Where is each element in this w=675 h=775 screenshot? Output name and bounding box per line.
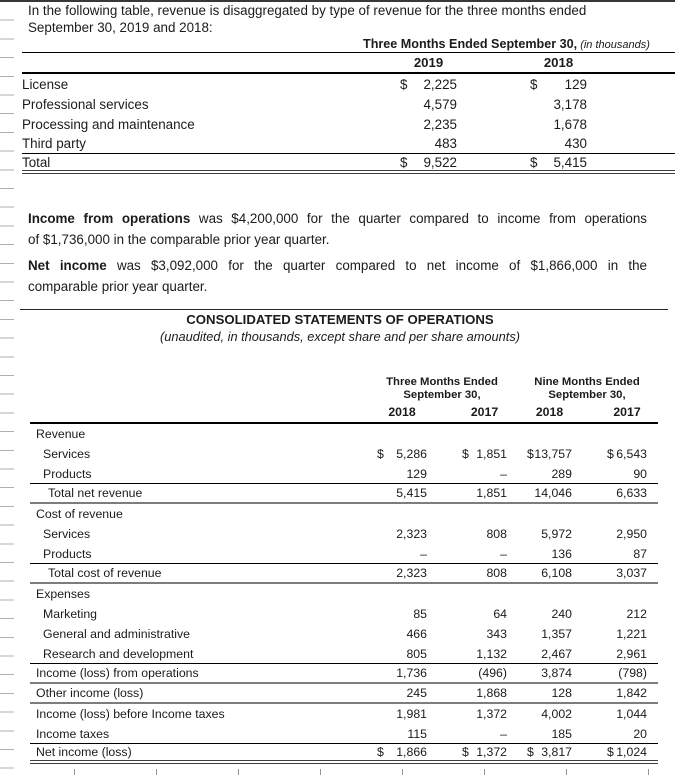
cell-value: 3,178 (553, 96, 587, 112)
value-cell (377, 707, 427, 721)
cell-value: 1,842 (616, 686, 647, 700)
currency-symbol: $ (462, 447, 469, 461)
cell-value: 1,868 (476, 686, 507, 700)
paragraph-lead: Net income (28, 258, 107, 273)
value-cell (377, 727, 427, 741)
value-cell (527, 686, 572, 700)
row-label: Expenses (36, 587, 91, 601)
value-cell (527, 607, 572, 621)
cell-value: 20 (633, 726, 647, 741)
cell-value: – (500, 546, 507, 561)
row-label: Products (43, 466, 92, 481)
value-cell (527, 486, 572, 500)
cell-value: 6,543 (616, 447, 647, 461)
cell-value: 1,851 (476, 447, 507, 461)
row-label: Products (43, 546, 92, 561)
row-label: Marketing (43, 607, 97, 621)
cell-value: 1,132 (476, 646, 507, 661)
cell-value: – (500, 466, 507, 481)
currency-symbol: $ (400, 154, 408, 170)
row-label: Third party (22, 136, 86, 151)
year-label: 2017 (470, 405, 499, 419)
table-row (22, 94, 675, 114)
cell-value: 4,002 (541, 707, 572, 721)
row-label: Processing and maintenance (22, 116, 195, 132)
value-cell (530, 97, 587, 112)
value-cell (462, 486, 507, 500)
value-cell (527, 666, 572, 680)
revenue-by-type-table (22, 39, 675, 174)
value-cell (527, 745, 572, 759)
cell-value: 90 (633, 466, 647, 481)
value-cell (462, 447, 507, 461)
row-label: Other income (loss) (36, 686, 144, 700)
value-cell (377, 467, 427, 481)
revenue-table-header (22, 39, 675, 53)
column-group-header-row (30, 376, 658, 402)
value-cell (607, 547, 647, 561)
cell-value: 1,372 (476, 707, 507, 721)
year-label-2018: 2018 (543, 55, 574, 70)
cell-value: 430 (564, 136, 587, 151)
cell-value: 808 (486, 527, 507, 541)
table-row (30, 424, 658, 444)
cell-value: 289 (551, 466, 572, 481)
value-cell (377, 566, 427, 580)
table-row (30, 504, 658, 524)
currency-symbol: $ (530, 154, 538, 170)
value-cell (400, 117, 457, 132)
cell-value: 2,225 (423, 76, 457, 92)
row-label: Net income (loss) (36, 745, 132, 759)
intro-paragraph (28, 3, 648, 37)
net-income-paragraph (28, 255, 647, 297)
table-row (30, 564, 658, 584)
cell-value: 2,467 (541, 646, 572, 661)
group-header-line: September 30, (548, 389, 626, 401)
value-cell (607, 527, 647, 541)
value-cell (462, 627, 507, 641)
currency-symbol: $ (400, 76, 408, 92)
value-cell (462, 527, 507, 541)
cell-value: 1,024 (616, 745, 647, 759)
value-cell (607, 467, 647, 481)
value-cell (527, 447, 572, 461)
revenue-table-body (22, 74, 675, 174)
paragraph-line: of $1,736,000 in the comparable prior year quarter. (28, 232, 330, 247)
cell-value: 3,037 (616, 566, 647, 580)
paragraph-text: was $3,092,000 for the quarter compared to net income of $1,866,000 in the (106, 258, 647, 273)
three-months-group-header (377, 376, 507, 402)
paragraph-line (28, 255, 647, 276)
cell-value: 1,044 (616, 707, 647, 721)
table-row (30, 644, 658, 664)
cell-value: 2,961 (616, 646, 647, 661)
cell-value: 128 (551, 686, 572, 700)
group-header-line: September 30, (403, 389, 481, 401)
cell-value: 5,972 (541, 527, 572, 541)
currency-symbol: $ (607, 745, 614, 759)
value-cell (377, 647, 427, 661)
section-divider-line (20, 309, 668, 310)
value-cell (527, 647, 572, 661)
cell-value: 805 (406, 646, 427, 661)
cell-value: 185 (551, 726, 572, 741)
year-label: 2018 (388, 405, 416, 419)
statements-title: CONSOLIDATED STATEMENTS OF OPERATIONS (186, 312, 494, 327)
row-label: Professional services (22, 96, 149, 112)
cell-value: (798) (618, 666, 647, 680)
table-row (30, 544, 658, 564)
table-row (30, 704, 658, 724)
value-cell (377, 627, 427, 641)
group-header-line: Three Months Ended (386, 376, 498, 388)
value-cell (607, 566, 647, 580)
value-cell (607, 707, 647, 721)
spacer (30, 376, 377, 402)
year-label-2019: 2019 (413, 55, 444, 70)
row-label: Revenue (36, 427, 86, 441)
value-cell (527, 547, 572, 561)
value-cell (527, 707, 572, 721)
statement-table-body (30, 424, 658, 764)
cell-value: 2,235 (423, 116, 457, 132)
operations-statement-table (30, 372, 658, 764)
cell-value: 1,866 (396, 745, 427, 759)
cell-value: 1,981 (396, 707, 427, 721)
row-label: Services (43, 447, 91, 461)
currency-symbol: $ (462, 745, 469, 759)
cell-value: 129 (564, 76, 587, 92)
cell-value: 129 (406, 466, 427, 481)
table-row (30, 464, 658, 484)
currency-symbol: $ (530, 76, 538, 92)
row-label: Total net revenue (48, 486, 143, 500)
currency-symbol: $ (377, 745, 384, 759)
cell-value: 1,678 (553, 116, 587, 132)
currency-symbol: $ (527, 447, 534, 461)
table-row (30, 744, 658, 764)
row-label: Cost of revenue (36, 507, 123, 521)
value-cell (530, 136, 587, 151)
value-cell (527, 727, 572, 741)
table-row (22, 74, 675, 94)
cell-value: 87 (633, 546, 647, 561)
cell-value: 808 (486, 566, 507, 580)
row-label: Income (loss) before Income taxes (36, 707, 225, 721)
header-period-label: Three Months Ended September 30, (363, 37, 578, 51)
statement-year-row (30, 402, 658, 424)
cell-value: 3,817 (541, 745, 572, 759)
row-label: Research and development (43, 646, 194, 661)
cell-value: 1,851 (476, 486, 507, 500)
cell-value: 466 (406, 627, 427, 641)
intro-line-2: September 30, 2019 and 2018: (28, 19, 213, 35)
cell-value: 136 (551, 546, 572, 561)
value-cell (607, 666, 647, 680)
table-row (30, 444, 658, 464)
value-cell (377, 547, 427, 561)
value-cell (527, 627, 572, 641)
value-cell (400, 155, 457, 170)
value-cell (607, 607, 647, 621)
value-cell (462, 607, 507, 621)
cell-value: 9,522 (423, 154, 457, 170)
table-row (30, 624, 658, 644)
spreadsheet-column-ticks (74, 769, 652, 775)
value-cell (607, 727, 647, 741)
value-cell (607, 447, 647, 461)
value-cell (530, 117, 587, 132)
table-row (22, 134, 675, 154)
cell-value: – (500, 726, 507, 741)
value-cell (462, 686, 507, 700)
value-cell (377, 527, 427, 541)
table-row (30, 484, 658, 504)
value-cell (377, 686, 427, 700)
cell-value: 2,950 (616, 527, 647, 541)
row-label: Services (43, 527, 91, 541)
cell-value: 2,323 (396, 527, 427, 541)
value-cell (607, 686, 647, 700)
cell-value: 1,736 (396, 666, 427, 680)
cell-value: 64 (493, 607, 507, 621)
value-cell (607, 647, 647, 661)
cell-value: (496) (478, 666, 507, 680)
paragraph-line: comparable prior year quarter. (28, 279, 208, 294)
table-row (30, 684, 658, 704)
cell-value: 115 (407, 726, 427, 741)
cell-value: 13,757 (534, 447, 572, 461)
group-header-line: Nine Months Ended (534, 376, 640, 388)
nine-months-group-header (527, 376, 647, 402)
value-cell (400, 97, 457, 112)
value-cell (400, 136, 457, 151)
cell-value: 1,221 (616, 627, 647, 641)
cell-value: 4,579 (423, 96, 457, 112)
year-label: 2018 (535, 405, 564, 419)
value-cell (462, 745, 507, 759)
table-row (30, 524, 658, 544)
cell-value: 212 (626, 607, 647, 621)
cell-value: – (420, 546, 427, 561)
cell-value: 483 (434, 136, 457, 151)
paragraph-text: was $4,200,000 for the quarter compared to income from operations (190, 211, 647, 226)
paragraph-lead: Income from operations (28, 211, 191, 226)
row-label: Total cost of revenue (48, 566, 162, 580)
value-cell (530, 155, 587, 170)
value-cell (527, 566, 572, 580)
table-row (22, 114, 675, 134)
cell-value: 343 (486, 627, 507, 641)
cell-value: 6,633 (616, 486, 647, 500)
value-cell (377, 666, 427, 680)
value-cell (400, 77, 457, 92)
value-cell (607, 486, 647, 500)
cell-value: 240 (551, 607, 572, 621)
value-cell (462, 707, 507, 721)
cell-value: 5,415 (396, 486, 427, 500)
value-cell (377, 745, 427, 759)
table-row (30, 724, 658, 744)
value-cell (377, 447, 427, 461)
value-cell (462, 547, 507, 561)
value-cell (377, 607, 427, 621)
value-cell (527, 467, 572, 481)
cell-value: 1,357 (541, 627, 572, 641)
revenue-table-year-row (22, 53, 675, 74)
value-cell (527, 527, 572, 541)
cell-value: 85 (413, 607, 427, 621)
cell-value: 1,372 (476, 745, 507, 759)
row-label: General and administrative (43, 627, 190, 641)
table-row (30, 604, 658, 624)
row-label: Total (22, 154, 51, 170)
row-label: Income (loss) from operations (36, 666, 199, 680)
value-cell (462, 647, 507, 661)
table-row (30, 664, 658, 684)
table-row (30, 584, 658, 604)
spreadsheet-top-gridline (0, 0, 675, 2)
row-label: License (22, 76, 69, 92)
cell-value: 5,286 (396, 447, 427, 461)
value-cell (462, 727, 507, 741)
paragraph-line (28, 208, 647, 229)
currency-symbol: $ (607, 447, 614, 461)
cell-value: 14,046 (534, 486, 572, 500)
statements-subtitle: (unaudited, in thousands, except share and per share amounts) (160, 329, 520, 344)
value-cell (607, 745, 647, 759)
income-from-operations-paragraph (28, 208, 647, 250)
cell-value: 3,874 (541, 666, 572, 680)
currency-symbol: $ (527, 745, 534, 759)
header-units-note: (in thousands) (577, 39, 650, 51)
value-cell (462, 467, 507, 481)
cell-value: 2,323 (396, 566, 427, 580)
value-cell (607, 627, 647, 641)
value-cell (377, 486, 427, 500)
intro-line-1: In the following table, revenue is disaggregated by type of revenue for the three months ended (28, 3, 587, 18)
table-row (22, 154, 675, 174)
year-label: 2017 (613, 405, 641, 419)
value-cell (530, 77, 587, 92)
value-cell (462, 666, 507, 680)
cell-value: 5,415 (553, 154, 587, 170)
value-cell (462, 566, 507, 580)
row-label: Income taxes (36, 726, 110, 741)
spacer (507, 376, 527, 402)
spreadsheet-row-gridlines (0, 2, 14, 773)
cell-value: 6,108 (541, 566, 572, 580)
cell-value: 245 (406, 686, 427, 700)
currency-symbol: $ (377, 447, 384, 461)
revenue-table-header-text (363, 36, 650, 51)
